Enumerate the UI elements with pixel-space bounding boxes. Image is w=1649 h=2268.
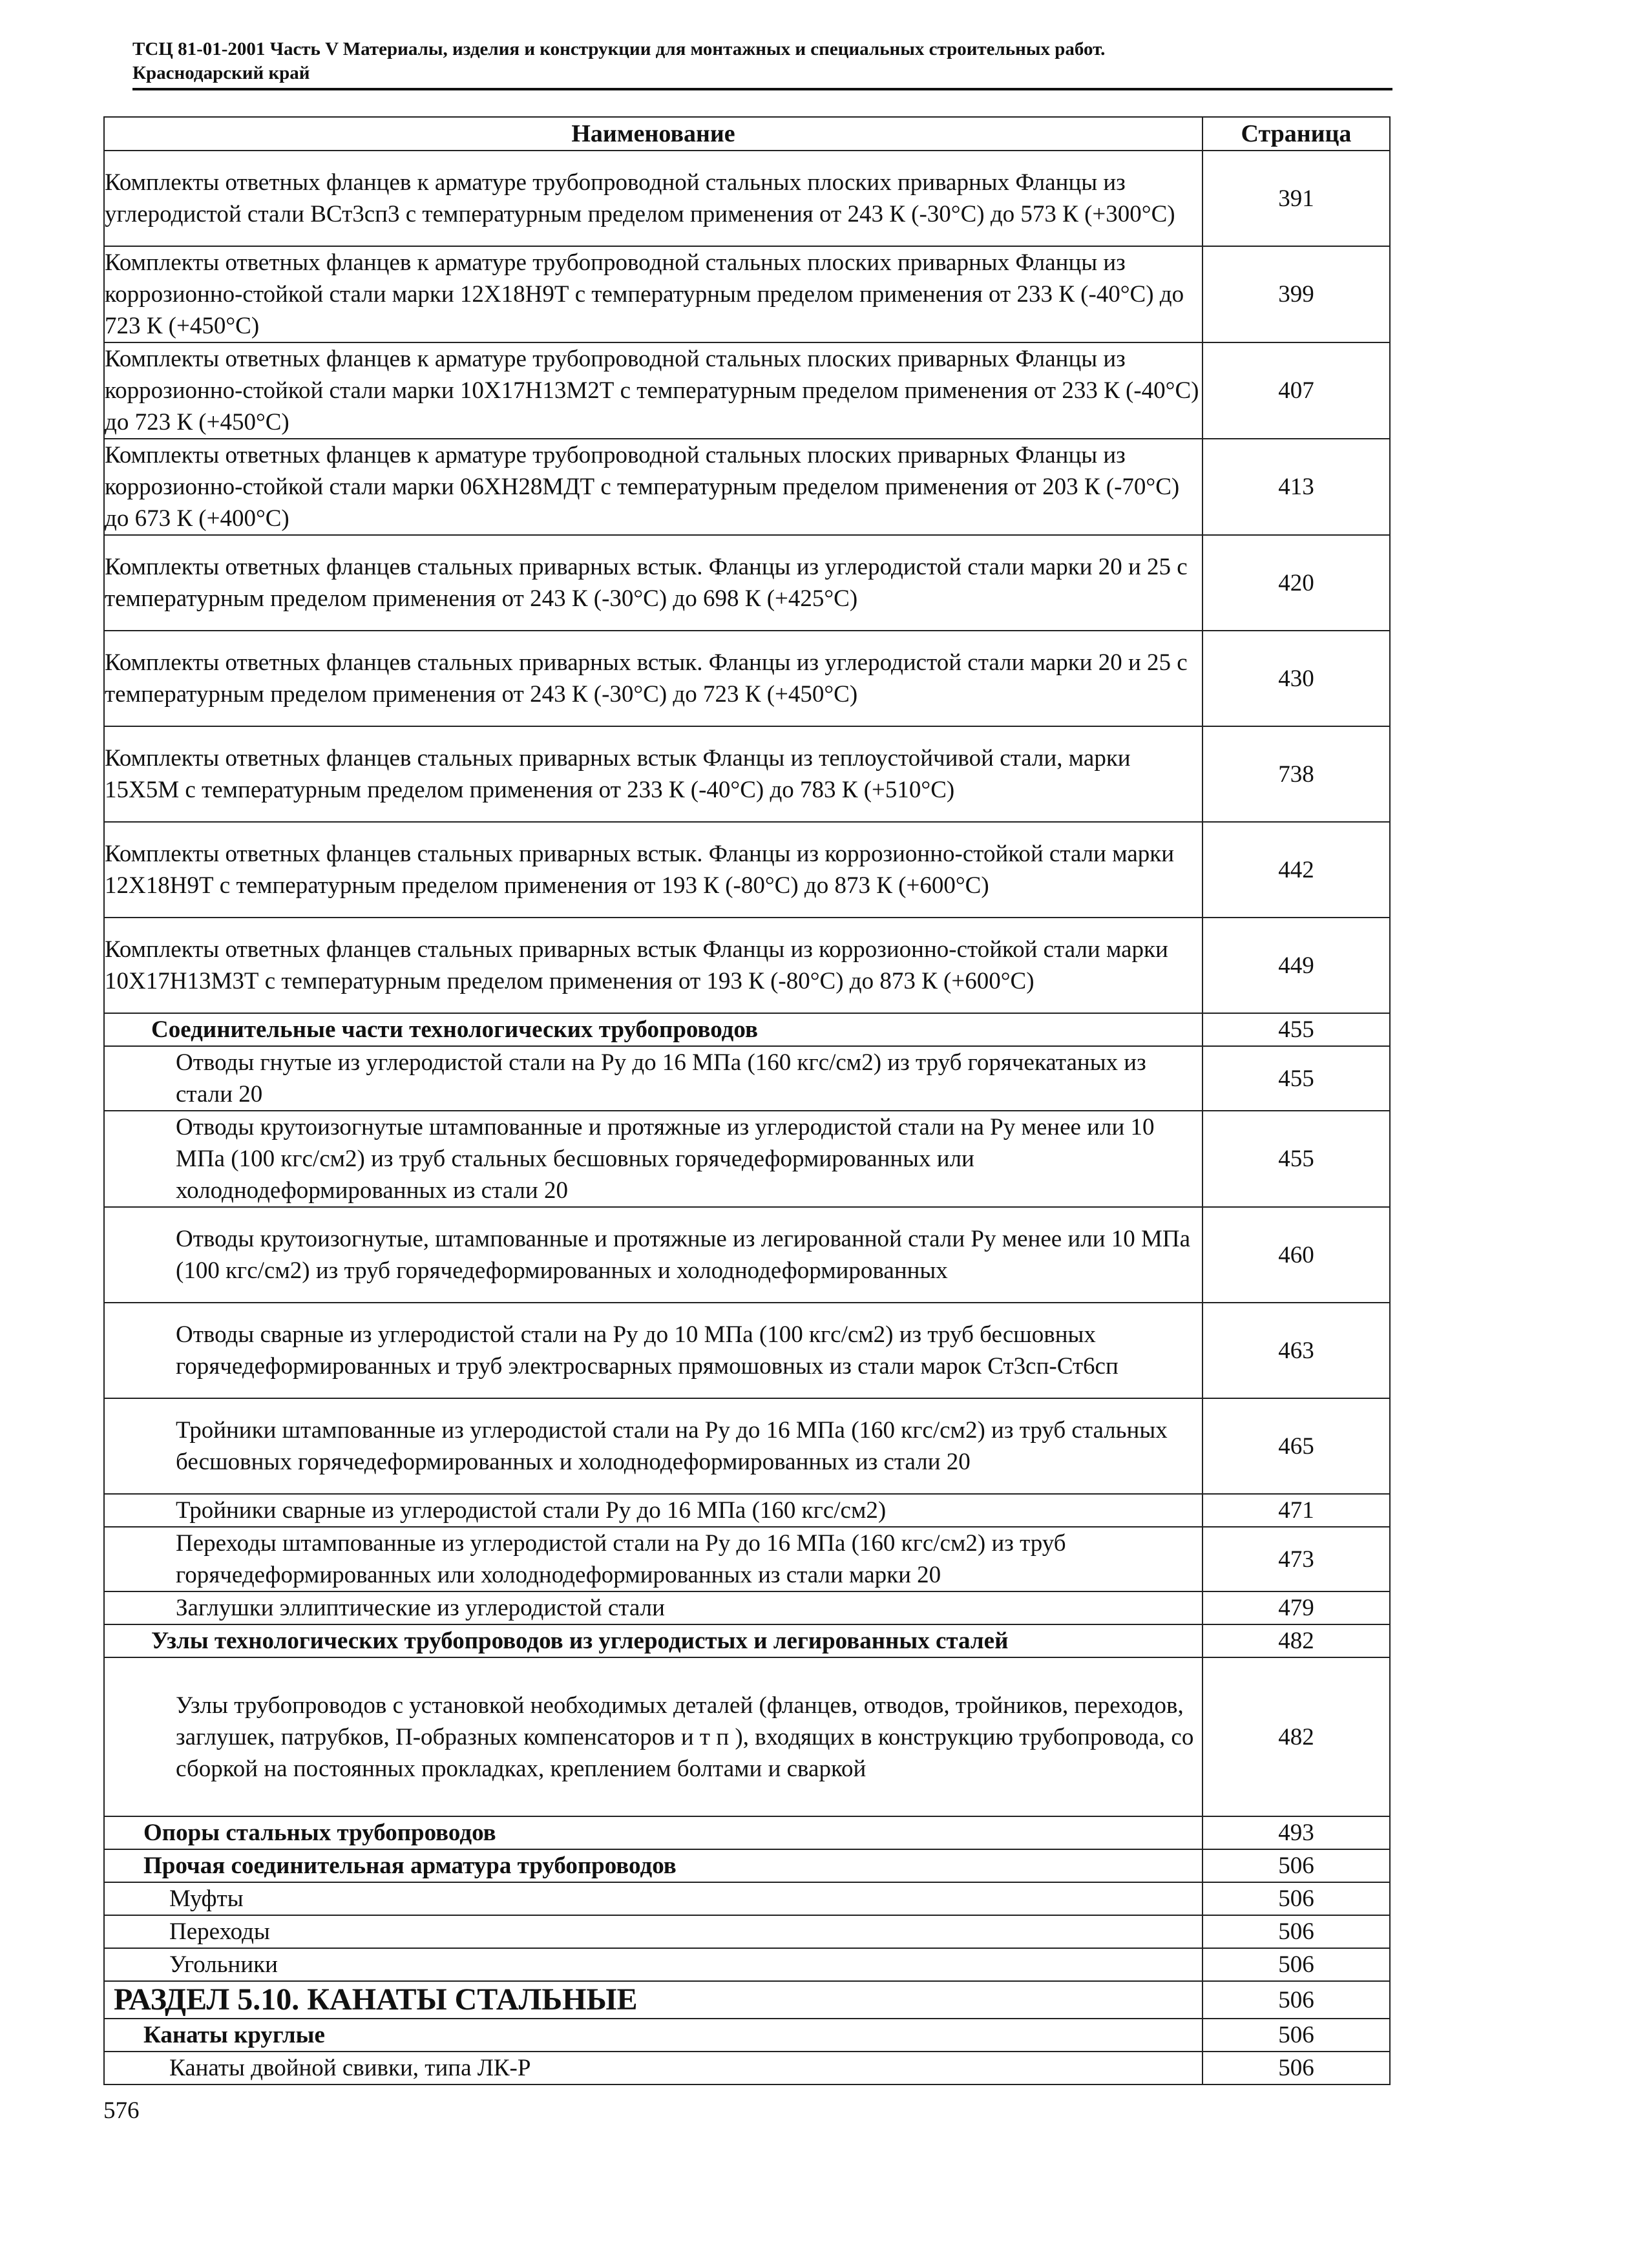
row-title: Комплекты ответных фланцев стальных приварных встык Фланцы из теплоустойчивой стали, марки 15Х5М с температурным пределом применения от 233 К (-40°С) до 783 К (+510°С) xyxy=(104,726,1203,822)
row-page: 506 xyxy=(1203,1849,1390,1882)
row-page: 506 xyxy=(1203,1915,1390,1948)
row-page: 455 xyxy=(1203,1013,1390,1046)
table-row xyxy=(104,1527,1390,1591)
section-title: Узлы технологических трубопроводов из углеродистых и легированных сталей xyxy=(104,1624,1203,1657)
table-row xyxy=(104,2052,1390,2084)
row-page: 399 xyxy=(1203,246,1390,342)
section-title: Канаты круглые xyxy=(104,2019,1203,2052)
table-row xyxy=(104,822,1390,918)
row-page: 471 xyxy=(1203,1494,1390,1527)
section-title: Соединительные части технологических трубопроводов xyxy=(104,1013,1203,1046)
table-row xyxy=(104,342,1390,439)
contents-table xyxy=(103,116,1391,2085)
table-row xyxy=(104,726,1390,822)
table-row xyxy=(104,1882,1390,1915)
row-title: Комплекты ответных фланцев к арматуре трубопроводной стальных плоских приварных Фланцы из углеродистой стали ВСт3сп3 с температурным пределом применения от 243 К (-30°С) до 573 К (+300°С) xyxy=(104,151,1203,246)
row-page: 506 xyxy=(1203,1882,1390,1915)
row-title: Комплекты ответных фланцев стальных приварных встык. Фланцы из углеродистой стали марки 20 и 25 с температурным пределом применения от 243 К (-30°С) до 698 К (+425°С) xyxy=(104,535,1203,631)
table-row xyxy=(104,246,1390,342)
row-title: Комплекты ответных фланцев стальных приварных встык Фланцы из коррозионно-стойкой стали марки 10Х17Н13М3Т с температурным пределом применения от 193 К (-80°С) до 873 К (+600°С) xyxy=(104,918,1203,1013)
section-row xyxy=(104,1816,1390,1849)
column-header-name: Наименование xyxy=(104,117,1203,151)
row-page: 460 xyxy=(1203,1207,1390,1303)
row-title: Угольники xyxy=(104,1948,1203,1981)
row-title: Тройники сварные из углеродистой стали Ру до 16 МПа (160 кгс/см2) xyxy=(104,1494,1203,1527)
chapter-title: РАЗДЕЛ 5.10. КАНАТЫ СТАЛЬНЫЕ xyxy=(104,1981,1203,2019)
row-title: Тройники штампованные из углеродистой стали на Ру до 16 МПа (160 кгс/см2) из труб стальных бесшовных горячедеформированных и холоднодеформированных из стали 20 xyxy=(104,1398,1203,1494)
section-title: Опоры стальных трубопроводов xyxy=(104,1816,1203,1849)
row-title: Переходы штампованные из углеродистой стали на Ру до 16 МПа (160 кгс/см2) из труб горячедеформированных или холоднодеформированных из стали марки 20 xyxy=(104,1527,1203,1591)
row-title: Комплекты ответных фланцев стальных приварных встык. Фланцы из коррозионно-стойкой стали марки 12Х18Н9Т с температурным пределом применения от 193 К (-80°С) до 873 К (+600°С) xyxy=(104,822,1203,918)
header-region: Краснодарский край xyxy=(132,63,310,83)
table-row xyxy=(104,1948,1390,1981)
page-number: 576 xyxy=(103,2097,140,2124)
table-header-row xyxy=(104,117,1390,151)
row-title: Комплекты ответных фланцев к арматуре трубопроводной стальных плоских приварных Фланцы из коррозионно-стойкой стали марки 12Х18Н9Т с температурным пределом применения от 233 К (-40°С) до 723 К (+450°С) xyxy=(104,246,1203,342)
table-row xyxy=(104,631,1390,726)
row-title: Отводы гнутые из углеродистой стали на Ру до 16 МПа (160 кгс/см2) из труб горячекатаных из стали 20 xyxy=(104,1046,1203,1111)
table-row xyxy=(104,1591,1390,1624)
table-row xyxy=(104,535,1390,631)
table-row xyxy=(104,439,1390,535)
row-page: 465 xyxy=(1203,1398,1390,1494)
table-row xyxy=(104,1657,1390,1816)
row-page: 413 xyxy=(1203,439,1390,535)
row-page: 482 xyxy=(1203,1657,1390,1816)
row-title: Отводы сварные из углеродистой стали на Ру до 10 МПа (100 кгс/см2) из труб бесшовных горячедеформированных и труб электросварных прямошовных из стали марок Ст3сп-Ст6сп xyxy=(104,1303,1203,1398)
section-row xyxy=(104,1849,1390,1882)
section-title: Прочая соединительная арматура трубопроводов xyxy=(104,1849,1203,1882)
chapter-row xyxy=(104,1981,1390,2019)
table-row xyxy=(104,1111,1390,1207)
row-page: 407 xyxy=(1203,342,1390,439)
row-page: 506 xyxy=(1203,1981,1390,2019)
row-title: Муфты xyxy=(104,1882,1203,1915)
header-divider xyxy=(132,88,1392,90)
column-header-page: Страница xyxy=(1203,117,1390,151)
section-row xyxy=(104,1013,1390,1046)
row-title: Комплекты ответных фланцев стальных приварных встык. Фланцы из углеродистой стали марки 20 и 25 с температурным пределом применения от 243 К (-30°С) до 723 К (+450°С) xyxy=(104,631,1203,726)
row-page: 506 xyxy=(1203,1948,1390,1981)
row-page: 479 xyxy=(1203,1591,1390,1624)
row-title: Отводы крутоизогнутые, штампованные и протяжные из легированной стали Ру менее или 10 МПа (100 кгс/см2) из труб горячедеформированных и холоднодеформированных xyxy=(104,1207,1203,1303)
row-page: 738 xyxy=(1203,726,1390,822)
row-page: 420 xyxy=(1203,535,1390,631)
header-title: ТСЦ 81-01-2001 Часть V Материалы, изделия и конструкции для монтажных и специальных строительных работ. xyxy=(132,39,1106,59)
row-title: Отводы крутоизогнутые штампованные и протяжные из углеродистой стали на Ру менее или 10 МПа (100 кгс/см2) из труб стальных бесшовных горячедеформированных или холоднодеформированных из стали 20 xyxy=(104,1111,1203,1207)
row-page: 473 xyxy=(1203,1527,1390,1591)
row-page: 455 xyxy=(1203,1111,1390,1207)
row-title: Заглушки эллиптические из углеродистой стали xyxy=(104,1591,1203,1624)
row-title: Переходы xyxy=(104,1915,1203,1948)
row-page: 442 xyxy=(1203,822,1390,918)
table-row xyxy=(104,1398,1390,1494)
table-row xyxy=(104,1494,1390,1527)
row-page: 430 xyxy=(1203,631,1390,726)
table-row xyxy=(104,1915,1390,1948)
row-title: Канаты двойной свивки, типа ЛК-Р xyxy=(104,2052,1203,2084)
row-title: Узлы трубопроводов с установкой необходимых деталей (фланцев, отводов, тройников, переходов, заглушек, патрубков, П-образных компенсаторов и т п ), входящих в конструкцию трубопровода, со сборкой на постоянных прокладках, креплением болтами и сваркой xyxy=(104,1657,1203,1816)
row-page: 455 xyxy=(1203,1046,1390,1111)
row-page: 493 xyxy=(1203,1816,1390,1849)
section-row xyxy=(104,1624,1390,1657)
table-row xyxy=(104,918,1390,1013)
row-page: 449 xyxy=(1203,918,1390,1013)
row-page: 463 xyxy=(1203,1303,1390,1398)
running-header xyxy=(132,37,1392,85)
row-title: Комплекты ответных фланцев к арматуре трубопроводной стальных плоских приварных Фланцы из коррозионно-стойкой стали марки 10Х17Н13М2Т с температурным пределом применения от 233 К (-40°С) до 723 К (+450°С) xyxy=(104,342,1203,439)
table-row xyxy=(104,151,1390,246)
section-row xyxy=(104,2019,1390,2052)
table-row xyxy=(104,1303,1390,1398)
table-row xyxy=(104,1046,1390,1111)
row-title: Комплекты ответных фланцев к арматуре трубопроводной стальных плоских приварных Фланцы из коррозионно-стойкой стали марки 06ХН28МДТ с температурным пределом применения от 203 К (-70°С) до 673 К (+400°С) xyxy=(104,439,1203,535)
row-page: 482 xyxy=(1203,1624,1390,1657)
row-page: 391 xyxy=(1203,151,1390,246)
row-page: 506 xyxy=(1203,2019,1390,2052)
row-page: 506 xyxy=(1203,2052,1390,2084)
table-row xyxy=(104,1207,1390,1303)
